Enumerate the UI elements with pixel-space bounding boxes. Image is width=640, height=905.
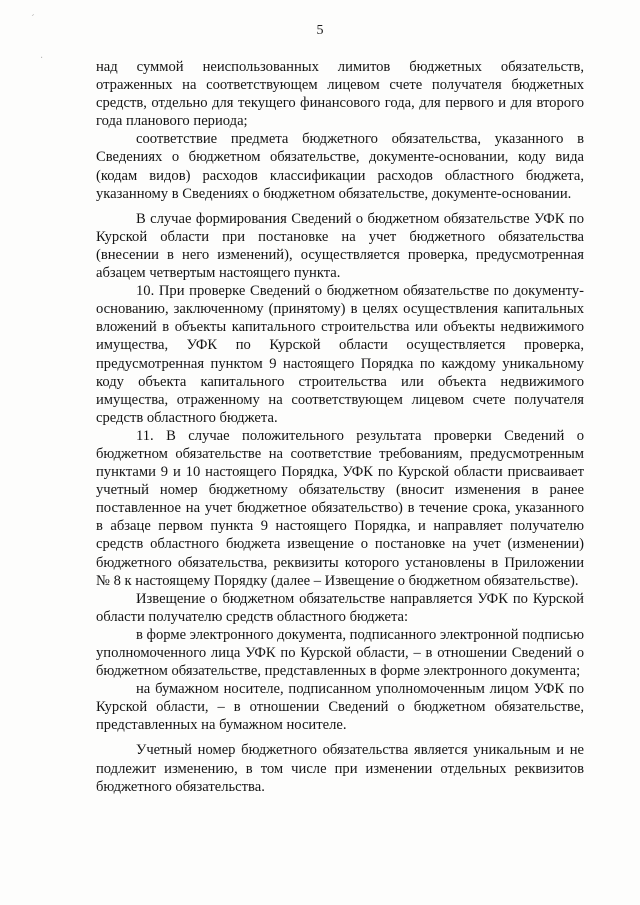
paragraph-ufk-formation: В случае формирования Сведений о бюджетном обязательстве УФК по Курской области при постановке на учет бюджетного обязательства (внесении в него изменений), осуществляется проверка, предусмотренная абзацем четвертым настоящего пункта. [96,210,584,282]
paragraph-item-10: 10. При проверке Сведений о бюджетном обязательстве по документу-основанию, заключенному (принятому) в целях осуществления капитальных вложений в объекты капитального строительства или объекты недвижимого имущества, УФК по Курской области осуществляется проверка, предусмотренная пунктом 9 настоящего Порядка по каждому уникальному коду объекта капитального строительства или объекта недвижимого имущества, отраженному на соответствующем лицевом счете получателя средств областного бюджета. [96,283,584,426]
page-number: 5 [316,23,324,38]
document-body [96,58,584,796]
paragraph-subject-match: соответствие предмета бюджетного обязательства, указанного в Сведениях о бюджетном обязательстве, документе-основании, коду вида (кодам видов) расходов классификации расходов областного бюджета, указанному в Сведениях о бюджетном обязательстве, документе-основании. [96,131,584,202]
paragraph-notice-sent: Извещение о бюджетном обязательстве направляется УФК по Курской области получателю средств областного бюджета: [96,590,584,625]
paragraph-electronic-form: в форме электронного документа, подписанного электронной подписью уполномоченного лица УФК по Курской области, – в отношении Сведений о бюджетном обязательстве, представленных в форме электронного документа; [96,626,584,680]
paragraph-paper-form: на бумажном носителе, подписанном уполномоченным лицом УФК по Курской области, – в отношении Сведений о бюджетном обязательстве, представленных на бумажном носителе. [96,681,584,734]
scan-artifact: ´ [30,14,35,25]
paragraph-continuation: над суммой неиспользованных лимитов бюджетных обязательств, отраженных на соответствующем лицевом счете получателя бюджетных средств, отдельно для текущего финансового года, для первого и для второго года планового периода; [96,59,584,130]
paragraph-unique-number: Учетный номер бюджетного обязательства является уникальным и не подлежит изменению, в том числе при изменении отдельных реквизитов бюджетного обязательства. [96,742,584,795]
scan-artifact: . [40,50,44,61]
paragraph-item-11: 11. В случае положительного результата проверки Сведений о бюджетном обязательстве на соответствие требованиям, предусмотренным пунктами 9 и 10 настоящего Порядка, УФК по Курской области присваивает учетный номер бюджетному обязательству (вносит изменения в ранее поставленное на учет бюджетное обязательство) в течение срока, указанного в абзаце первом пункта 9 настоящего Порядка, и направляет получателю средств областного бюджета извещение о постановке на учет (изменении) бюджетного обязательства, реквизиты которого установлены в Приложении № 8 к настоящему Порядку (далее – Извещение о бюджетном обязательстве). [96,427,584,589]
